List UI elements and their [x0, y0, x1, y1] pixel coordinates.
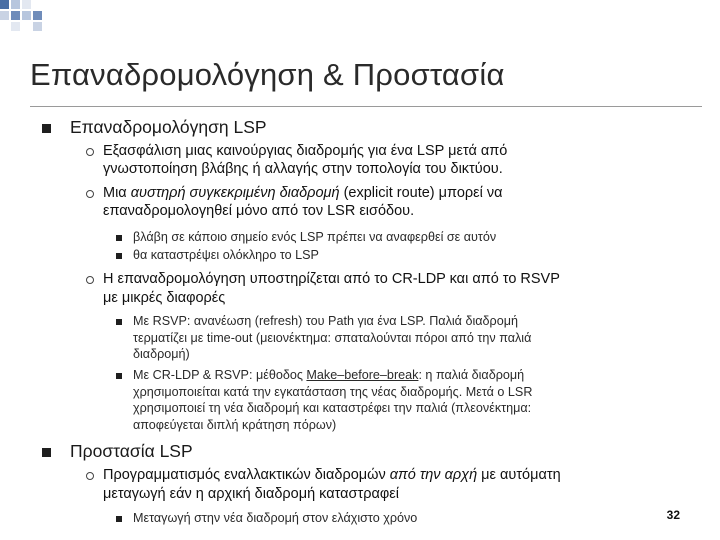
page-number: 32	[666, 508, 680, 522]
bullet-text-level-3: Μεταγωγή στην νέα διαδρομή στον ελάχιστο χρόνο	[133, 511, 418, 525]
bullet-text-level-3: διαδρομή)	[133, 347, 190, 361]
bullet-text-level-2	[103, 466, 561, 485]
circle-bullet-icon	[86, 190, 94, 198]
small-square-bullet-icon	[116, 235, 122, 241]
text-run: Προγραμματισμός εναλλακτικών διαδρομών	[103, 467, 390, 483]
bullet-text-level-2: με μικρές διαφορές	[103, 290, 226, 306]
small-square-bullet-icon	[116, 253, 122, 259]
slide-title: Επαναδρομολόγηση & Προστασία	[30, 57, 505, 92]
bullet-text-level-3: χρησιμοποιεί τη νέα διαδρομή και καταστρέφει την παλιά (πλεονέκτημα:	[133, 401, 532, 415]
bullet-text-level-3: βλάβη σε κάποιο σημείο ενός LSP πρέπει να αναφερθεί σε αυτόν	[133, 230, 497, 244]
circle-bullet-icon	[86, 472, 94, 480]
bullet-text-level-2: γνωστοποίηση βλάβης ή αλλαγής στην τοπολογία του δικτύου.	[103, 161, 503, 177]
title-divider	[30, 106, 702, 107]
text-run: (explicit route) μπορεί να	[339, 185, 503, 201]
underlined-term: Make–before–break	[306, 368, 419, 382]
small-square-bullet-icon	[116, 373, 122, 379]
bullet-text-level-2: μεταγωγή εάν η αρχική διαδρομή καταστραφεί	[103, 486, 399, 502]
bullet-text-level-1: Προστασία LSP	[70, 441, 193, 461]
square-bullet-icon	[42, 124, 51, 133]
bullet-text-level-3: τερματίζει με time-out (μειονέκτημα: σπαταλούνται πόροι από την παλιά	[133, 331, 532, 345]
bullet-text-level-1: Επαναδρομολόγηση LSP	[70, 117, 267, 137]
emphasized-text: αυστηρή συγκεκριμένη διαδρομή	[130, 185, 340, 201]
bullet-text-level-2	[103, 184, 502, 203]
bullet-text-level-3: αποφεύγεται διπλή κράτηση πόρων)	[133, 418, 337, 432]
bullet-text-level-3	[133, 367, 524, 383]
text-run: Μια	[103, 185, 131, 201]
circle-bullet-icon	[86, 148, 94, 156]
circle-bullet-icon	[86, 276, 94, 284]
text-run: : η παλιά διαδρομή	[418, 368, 525, 382]
small-square-bullet-icon	[116, 516, 122, 522]
bullet-text-level-3: θα καταστρέψει ολόκληρο το LSP	[133, 248, 319, 262]
text-run: με αυτόματη	[477, 467, 561, 483]
bullet-text-level-2: Εξασφάλιση μιας καινούργιας διαδρομής για ένα LSP μετά από	[103, 143, 508, 159]
text-run: Με CR-LDP & RSVP: μέθοδος	[133, 368, 307, 382]
bullet-text-level-2: επαναδρομολογηθεί μόνο από τον LSR εισόδου.	[103, 203, 415, 219]
emphasized-text: από την αρχή	[389, 467, 478, 483]
corner-decoration	[0, 0, 60, 40]
square-bullet-icon	[42, 448, 51, 457]
bullet-text-level-3: Με RSVP: ανανέωση (refresh) του Path για ένα LSP. Παλιά διαδρομή	[133, 314, 518, 328]
bullet-text-level-2: Η επαναδρομολόγηση υποστηρίζεται από το CR-LDP και από το RSVP	[103, 271, 560, 287]
bullet-text-level-3: χρησιμοποιείται κατά την εγκατάσταση της νέας διαδρομής. Μετά ο LSR	[133, 385, 533, 399]
small-square-bullet-icon	[116, 319, 122, 325]
